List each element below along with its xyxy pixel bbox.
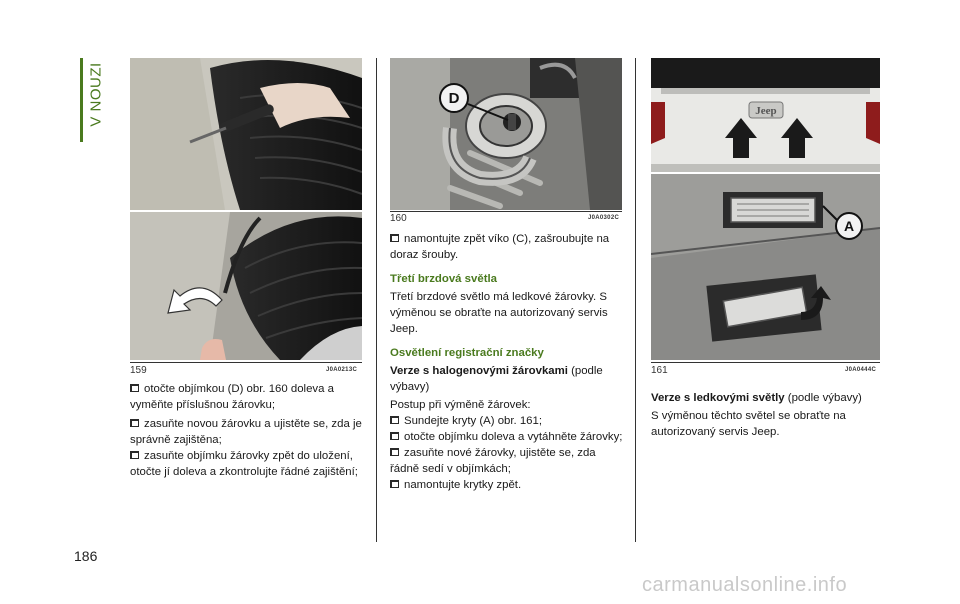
step-item: Sundejte kryty (A) obr. 161; (390, 413, 626, 429)
heading-plate-lighting: Osvětlení registrační značky (390, 347, 544, 359)
figure-160-number: 160 (390, 213, 407, 224)
figure-159-code: J0A0213C (326, 367, 358, 373)
halogen-version-line: Verze s halogenovými žárovkami (podle výbavy) (390, 365, 603, 393)
step-item: zasuňte objímku žárovky zpět do uložení, otočte jí doleva a zkontrolujte řádné zajištění; (130, 450, 358, 478)
figure-160-rule (390, 211, 622, 212)
led-version-paragraph: S výměnou těchto světel se obraťte na autorizovaný servis Jeep. (651, 410, 846, 438)
section-tab-bar (80, 58, 83, 142)
checkbox-bullet-icon (390, 234, 401, 243)
figure-160-code: J0A0302C (588, 215, 620, 221)
figure-159-number: 159 (130, 365, 147, 376)
step-item: otočte objímkou (D) obr. 160 doleva a vyměňte příslušnou žárovku; (130, 383, 334, 411)
step-item: otočte objímku doleva a vytáhněte žárovky; (390, 429, 626, 445)
checkbox-bullet-icon (390, 480, 401, 489)
jeep-badge: Jeep (755, 105, 777, 117)
checkbox-bullet-icon (130, 384, 141, 393)
bulb-holder-illustration (390, 58, 622, 210)
callout-d: D (448, 90, 460, 107)
figure-160-photo (390, 58, 622, 210)
figure-161-rule (651, 362, 880, 363)
page-number: 186 (74, 548, 98, 564)
figure-159-photo (130, 58, 362, 360)
watermark: carmanualsonline.info (642, 574, 848, 596)
callout-a: A (843, 218, 855, 234)
figure-161-code: J0A0444C (845, 367, 877, 373)
step-item: zasuňte novou žárovku a ujistěte se, zda je správně zajištěna; (130, 418, 362, 446)
heading-third-brake-light: Třetí brzdová světla (390, 273, 497, 285)
license-plate-light-illustration (651, 58, 880, 360)
third-brake-light-paragraph: Třetí brzdové světlo má ledkové žárovky. S výměnou se obraťte na autorizovaný servis Jeep. (390, 291, 608, 335)
wheel-arch-illustration (130, 58, 362, 360)
checkbox-bullet-icon (390, 432, 401, 441)
figure-161-number: 161 (651, 365, 668, 376)
section-title: V NOUZI (87, 62, 105, 127)
checkbox-bullet-icon (390, 448, 401, 457)
checkbox-bullet-icon (130, 419, 141, 428)
column-divider-1 (376, 58, 377, 542)
checkbox-bullet-icon (130, 451, 141, 460)
figure-159-rule (130, 362, 362, 363)
column-1-text (130, 381, 366, 480)
led-version-line: Verze s ledkovými světly (podle výbavy) (651, 392, 862, 404)
section-tab (80, 58, 106, 142)
column-divider-2 (635, 58, 636, 542)
checkbox-bullet-icon (390, 416, 401, 425)
column-2-text (390, 231, 626, 493)
step-item: namontujte zpět víko (C), zašroubujte na doraz šrouby. (390, 233, 610, 261)
figure-161-photo (651, 58, 880, 360)
column-3-text (651, 390, 883, 440)
procedure-intro: Postup při výměně žárovek: (390, 399, 531, 411)
step-item: namontujte krytky zpět. (390, 477, 626, 493)
step-item: zasuňte nové žárovky, ujistěte se, zda řádně sedí v objímkách; (390, 447, 596, 475)
